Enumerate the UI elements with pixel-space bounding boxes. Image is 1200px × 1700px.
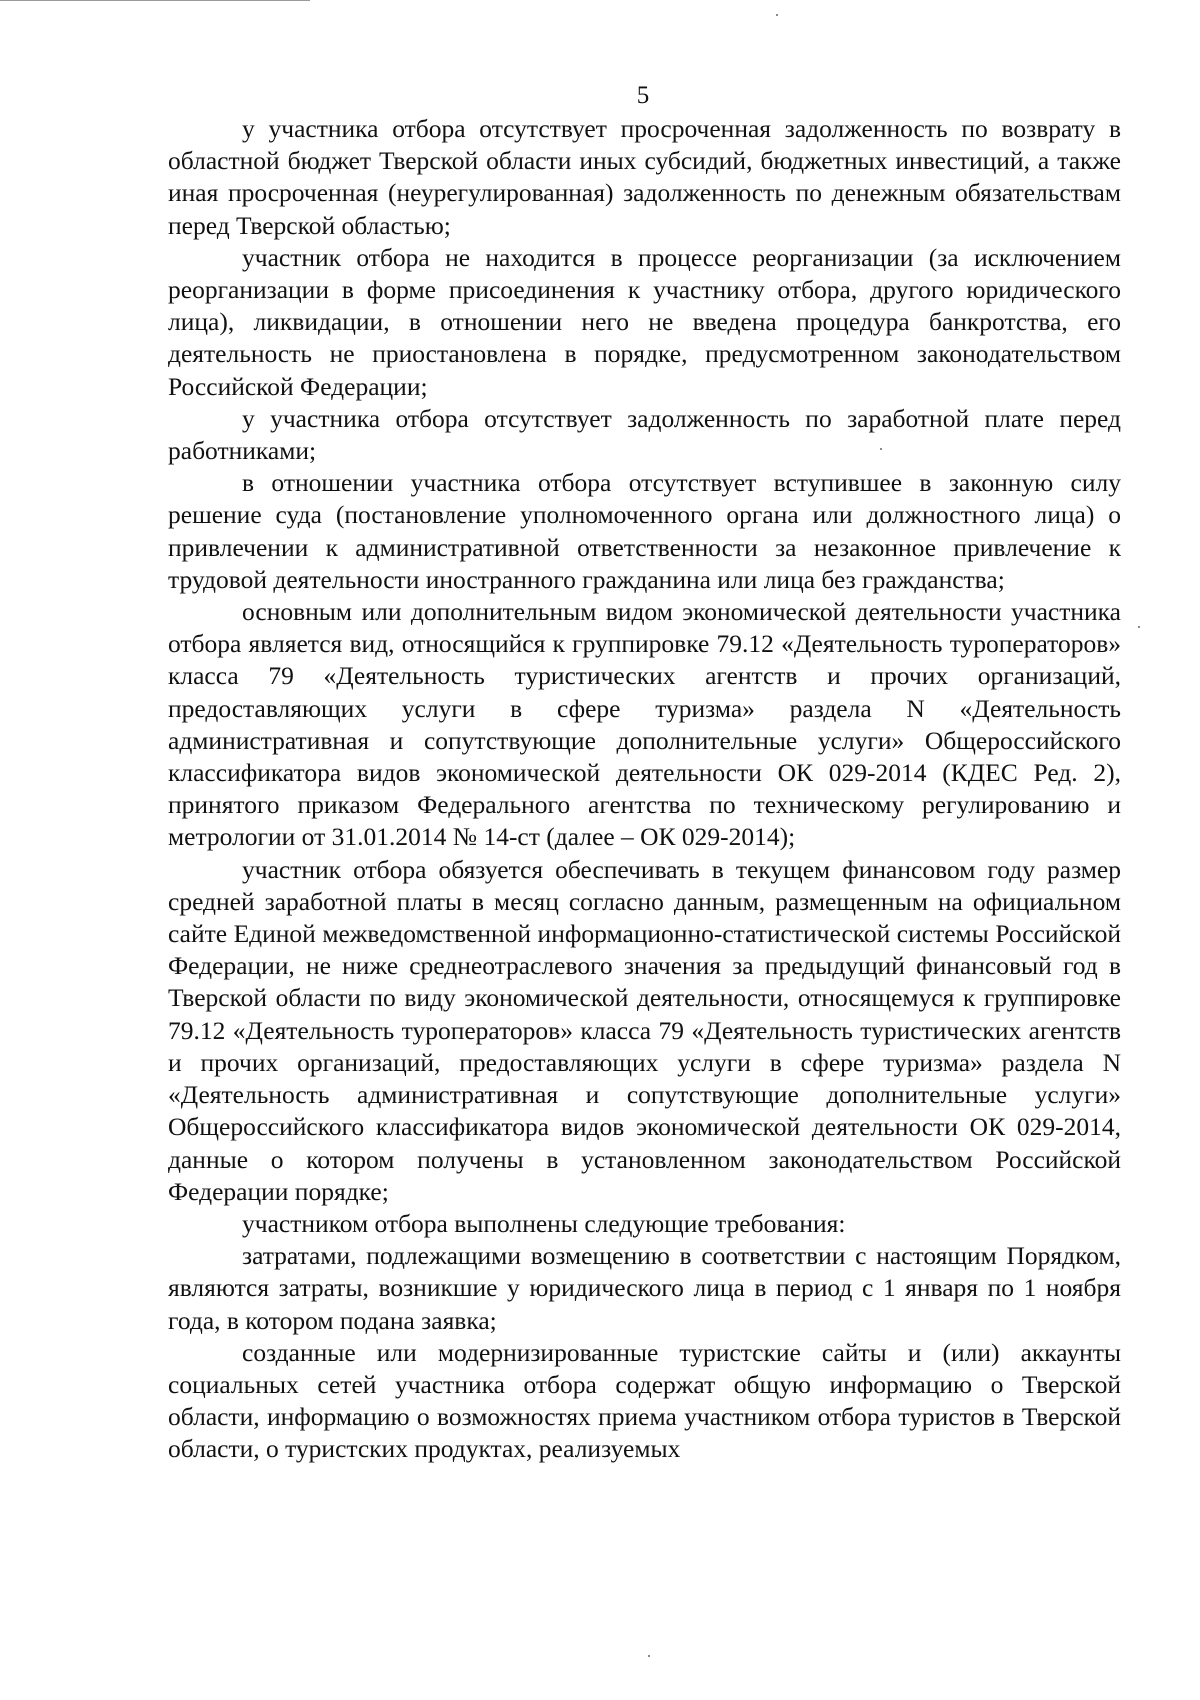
paragraph-no-court-decision: в отношении участника отбора отсутствует вступившее в законную силу решение суда (постановление уполномоченного органа или должностного лица) о привлечении к административной ответственности за незаконное привлечение к трудовой деятельности иностранного гражданина или лица без гражданства; [168, 468, 1121, 594]
scan-speck [648, 1655, 650, 1657]
scan-speck [1138, 626, 1140, 628]
paragraph-reimbursable-costs: затратами, подлежащими возмещению в соответствии с настоящим Порядком, являются затраты, возникшие у юридического лица в период с 1 января по 1 ноября года, в котором подана заявка; [168, 1241, 1121, 1335]
scan-speck [880, 448, 882, 450]
paragraph-no-overdue-debt: у участника отбора отсутствует просроченная задолженность по возврату в областной бюджет Тверской области иных субсидий, бюджетных инвестиций, а также иная просроченная (неурегулированная) задолженность по денежным обязательствам перед Тверской областью; [168, 114, 1121, 240]
paragraph-requirements-intro: участником отбора выполнены следующие требования: [242, 1208, 846, 1238]
paragraph-no-reorganization: участник отбора не находится в процессе реорганизации (за исключением реорганизации в форме присоединения к участнику отбора, другого юридического лица), ликвидации, в отношении него не введена процедура банкротства, его деятельность не приостановлена в порядке, предусмотренном законодательством Российской Федерации; [168, 242, 1121, 401]
paragraph-tourist-sites: созданные или модернизированные туристские сайты и (или) аккаунты социальных сетей участника отбора содержат общую информацию о Тверской области, информацию о возможностях приема участником отбора туристов в Тверской области, о туристских продуктах, реализуемых [168, 1337, 1121, 1464]
scan-edge-line [0, 0, 310, 1]
paragraph-no-wage-debt: у участника отбора отсутствует задолженность по заработной плате перед работниками; [168, 403, 1121, 466]
paragraph-average-salary: участник отбора обязуется обеспечивать в текущем финансовом году размер средней заработной платы в месяц согласно данным, размещенным на официальном сайте Единой межведомственной информационно-статистической системы Российской Федерации, не ниже среднеотраслевого значения за предыдущий финансовый год в Тверской области по виду экономической деятельности, относящемуся к группировке 79.12 «Деятельность туроператоров» класса 79 «Деятельность туристических агентств и прочих организаций, предоставляющих услуги в сфере туризма» раздела N «Деятельность административная и сопутствующие дополнительные услуги» Общероссийского классификатора видов экономической деятельности ОК 029-2014, данные о котором получены в установленном законодательством Российской Федерации порядке; [168, 854, 1121, 1206]
paragraph-economic-activity: основным или дополнительным видом экономической деятельности участника отбора является вид, относящийся к группировке 79.12 «Деятельность туроператоров» класса 79 «Деятельность туристических агентств и прочих организаций, предоставляющих услуги в сфере туризма» раздела N «Деятельность административная и сопутствующие дополнительные услуги» Общероссийского классификатора видов экономической деятельности ОК 029-2014 (КДЕС Ред. 2), принятого приказом Федерального агентства по техническому регулированию и метрологии от 31.01.2014 № 14-ст (далее – ОК 029-2014); [168, 597, 1121, 852]
page-number: 5 [636, 82, 650, 109]
scan-speck [776, 14, 778, 16]
document-body [168, 113, 1121, 1466]
